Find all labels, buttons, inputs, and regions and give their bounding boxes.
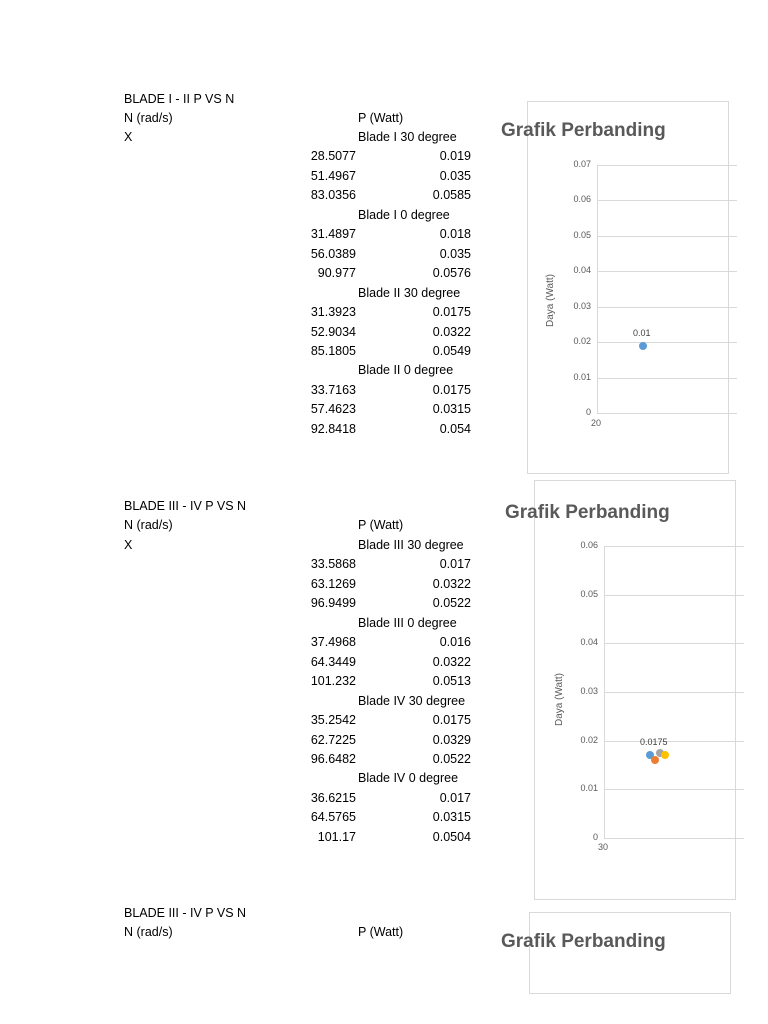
y-tick-label: 0 bbox=[592, 832, 598, 842]
gridline bbox=[604, 643, 744, 644]
x-label: X bbox=[124, 538, 133, 552]
cell-n: 56.0389 bbox=[310, 246, 356, 261]
y-tick-label: 0.02 bbox=[580, 734, 598, 745]
p-header: P (Watt) bbox=[358, 518, 404, 532]
cell-p: 0.035 bbox=[439, 246, 471, 261]
cell-n: 101.17 bbox=[317, 829, 356, 844]
p-header: P (Watt) bbox=[358, 111, 404, 125]
cell-n: 31.3923 bbox=[310, 305, 356, 320]
cell-p: 0.0315 bbox=[432, 402, 471, 417]
gridline bbox=[597, 413, 737, 414]
y-tick-label: 0.07 bbox=[573, 159, 591, 169]
x-tick-label: 30 bbox=[598, 842, 609, 852]
cell-p: 0.0322 bbox=[432, 324, 471, 339]
gridline bbox=[597, 236, 737, 237]
gridline bbox=[597, 271, 737, 272]
n-header: N (rad/s) bbox=[124, 111, 173, 125]
cell-n: 92.8418 bbox=[310, 421, 356, 436]
cell-p: 0.017 bbox=[439, 790, 471, 805]
y-tick-label: 0.06 bbox=[573, 194, 591, 205]
cell-n: 35.2542 bbox=[310, 713, 356, 728]
cell-n: 64.5765 bbox=[310, 810, 356, 825]
chart-title: Grafik Perbanding bbox=[501, 931, 666, 952]
n-header: N (rad/s) bbox=[124, 518, 173, 532]
cell-p: 0.0522 bbox=[432, 751, 471, 766]
x-label: X bbox=[124, 130, 133, 144]
cell-n: 90.977 bbox=[317, 266, 356, 281]
p-header: P (Watt) bbox=[358, 925, 404, 939]
gridline bbox=[597, 307, 737, 308]
y-tick-label: 0.06 bbox=[580, 540, 598, 550]
cell-n: 101.232 bbox=[310, 674, 356, 689]
cell-p: 0.035 bbox=[439, 168, 471, 183]
cell-n: 37.4968 bbox=[310, 635, 356, 650]
y-tick-label: 0 bbox=[585, 407, 591, 417]
group-header: Blade IV 30 degree bbox=[358, 693, 466, 708]
n-header: N (rad/s) bbox=[124, 925, 173, 939]
gridline bbox=[597, 378, 737, 379]
cell-n: 57.4623 bbox=[310, 402, 356, 417]
cell-p: 0.016 bbox=[439, 635, 471, 650]
cell-p: 0.0549 bbox=[432, 343, 471, 358]
gridline bbox=[604, 838, 744, 839]
chart-title: Grafik Perbanding bbox=[501, 120, 666, 141]
group-header: Blade II 0 degree bbox=[358, 363, 454, 378]
group-header: Blade III 0 degree bbox=[358, 615, 457, 630]
cell-n: 28.5077 bbox=[310, 149, 356, 164]
section-title: BLADE III - IV P VS N bbox=[124, 906, 247, 920]
data-point bbox=[651, 756, 659, 764]
data-label: 0.0175 bbox=[640, 737, 668, 748]
cell-n: 33.5868 bbox=[310, 557, 356, 572]
data-point bbox=[639, 342, 647, 350]
y-axis-label: Daya (Watt) bbox=[545, 274, 556, 327]
cell-p: 0.017 bbox=[439, 557, 471, 572]
cell-n: 96.9499 bbox=[310, 596, 356, 611]
cell-n: 63.1269 bbox=[310, 576, 356, 591]
cell-p: 0.0504 bbox=[432, 829, 471, 844]
y-axis-line bbox=[604, 546, 605, 838]
cell-p: 0.019 bbox=[439, 149, 471, 164]
cell-p: 0.0175 bbox=[432, 305, 471, 320]
gridline bbox=[604, 546, 744, 547]
y-tick-label: 0.04 bbox=[573, 265, 591, 276]
section-title: BLADE I - II P VS N bbox=[124, 92, 235, 106]
gridline bbox=[604, 789, 744, 790]
cell-n: 62.7225 bbox=[310, 732, 356, 747]
group-header: Blade II 30 degree bbox=[358, 285, 461, 300]
cell-n: 64.3449 bbox=[310, 654, 356, 669]
y-tick-label: 0.01 bbox=[580, 783, 598, 794]
cell-p: 0.0175 bbox=[432, 713, 471, 728]
section-title: BLADE III - IV P VS N bbox=[124, 499, 247, 513]
cell-n: 33.7163 bbox=[310, 382, 356, 397]
cell-n: 36.6215 bbox=[310, 790, 356, 805]
data-label: 0.01 bbox=[633, 327, 651, 338]
cell-n: 85.1805 bbox=[310, 343, 356, 358]
cell-p: 0.018 bbox=[439, 227, 471, 242]
cell-p: 0.0513 bbox=[432, 674, 471, 689]
chart-panel bbox=[501, 101, 729, 474]
cell-n: 96.6482 bbox=[310, 751, 356, 766]
cell-n: 51.4967 bbox=[310, 168, 356, 183]
y-tick-label: 0.02 bbox=[573, 336, 591, 347]
cell-n: 52.9034 bbox=[310, 324, 356, 339]
gridline bbox=[604, 692, 744, 693]
group-header: Blade III 30 degree bbox=[358, 538, 464, 552]
chart-panel bbox=[505, 480, 736, 900]
cell-p: 0.0522 bbox=[432, 596, 471, 611]
y-tick-label: 0.03 bbox=[580, 686, 598, 696]
y-axis-line bbox=[597, 165, 598, 413]
cell-p: 0.0329 bbox=[432, 732, 471, 747]
chart-panel bbox=[501, 912, 731, 994]
cell-p: 0.0585 bbox=[432, 188, 471, 203]
gridline bbox=[597, 200, 737, 201]
x-tick-label: 20 bbox=[591, 418, 602, 428]
chart-title: Grafik Perbanding bbox=[505, 502, 670, 523]
y-tick-label: 0.04 bbox=[580, 637, 598, 648]
cell-p: 0.054 bbox=[439, 421, 471, 436]
y-tick-label: 0.03 bbox=[573, 300, 591, 311]
gridline bbox=[597, 165, 737, 166]
y-tick-label: 0.01 bbox=[573, 371, 591, 382]
y-axis-label: Daya (Watt) bbox=[554, 673, 565, 726]
cell-p: 0.0576 bbox=[432, 266, 471, 281]
gridline bbox=[604, 595, 744, 596]
cell-p: 0.0322 bbox=[432, 576, 471, 591]
cell-n: 83.0356 bbox=[310, 188, 356, 203]
cell-n: 31.4897 bbox=[310, 227, 356, 242]
y-tick-label: 0.05 bbox=[580, 588, 598, 599]
cell-p: 0.0322 bbox=[432, 654, 471, 669]
group-header: Blade I 30 degree bbox=[358, 130, 457, 144]
group-header: Blade IV 0 degree bbox=[358, 771, 459, 786]
y-tick-label: 0.05 bbox=[573, 229, 591, 240]
gridline bbox=[597, 342, 737, 343]
cell-p: 0.0175 bbox=[432, 382, 471, 397]
group-header: Blade I 0 degree bbox=[358, 207, 450, 222]
data-point bbox=[661, 751, 669, 759]
cell-p: 0.0315 bbox=[432, 810, 471, 825]
gridline bbox=[604, 741, 744, 742]
